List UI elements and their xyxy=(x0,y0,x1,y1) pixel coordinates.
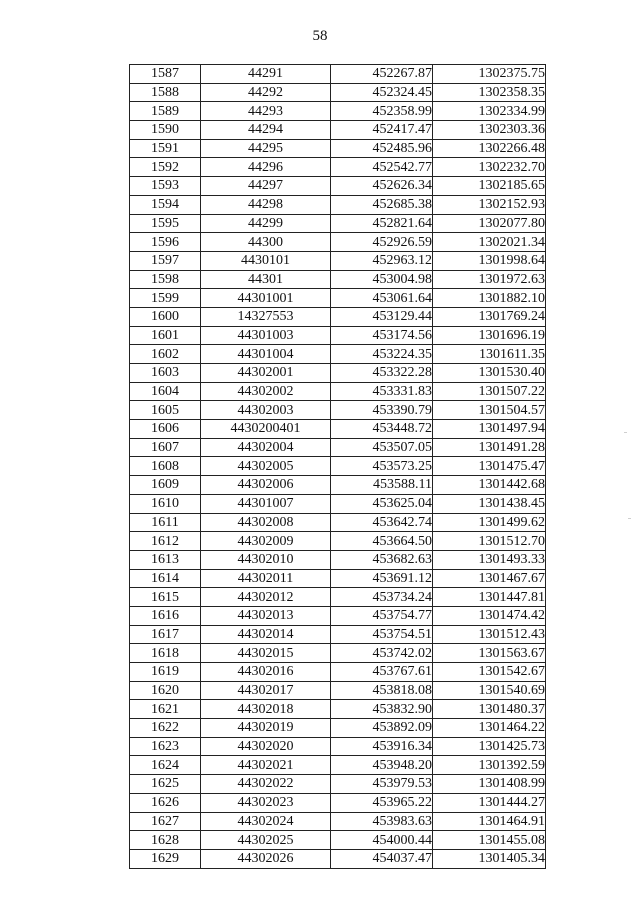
row-number-cell: 1592 xyxy=(130,158,201,177)
y-coordinate-cell: 1301611.35 xyxy=(433,345,546,364)
x-coordinate-cell: 453979.53 xyxy=(331,775,433,794)
point-id-cell: 44302008 xyxy=(201,513,331,532)
x-coordinate-cell: 452267.87 xyxy=(331,65,433,84)
x-coordinate-cell: 453742.02 xyxy=(331,644,433,663)
x-coordinate-cell: 453818.08 xyxy=(331,681,433,700)
point-id-cell: 44302003 xyxy=(201,401,331,420)
y-coordinate-cell: 1301480.37 xyxy=(433,700,546,719)
row-number-cell: 1617 xyxy=(130,625,201,644)
table-row xyxy=(130,102,546,121)
x-coordinate-cell: 453507.05 xyxy=(331,438,433,457)
x-coordinate-cell: 453642.74 xyxy=(331,513,433,532)
table-row xyxy=(130,177,546,196)
y-coordinate-cell: 1301392.59 xyxy=(433,756,546,775)
row-number-cell: 1593 xyxy=(130,177,201,196)
y-coordinate-cell: 1301530.40 xyxy=(433,364,546,383)
row-number-cell: 1606 xyxy=(130,420,201,439)
row-number-cell: 1622 xyxy=(130,719,201,738)
row-number-cell: 1627 xyxy=(130,812,201,831)
row-number-cell: 1589 xyxy=(130,102,201,121)
point-id-cell: 44302014 xyxy=(201,625,331,644)
row-number-cell: 1597 xyxy=(130,251,201,270)
x-coordinate-cell: 452324.45 xyxy=(331,83,433,102)
point-id-cell: 44302002 xyxy=(201,382,331,401)
point-id-cell: 44302006 xyxy=(201,476,331,495)
x-coordinate-cell: 453916.34 xyxy=(331,737,433,756)
page-number: 58 xyxy=(312,28,328,44)
x-coordinate-cell: 453331.83 xyxy=(331,382,433,401)
x-coordinate-cell: 453965.22 xyxy=(331,793,433,812)
x-coordinate-cell: 453224.35 xyxy=(331,345,433,364)
table-row xyxy=(130,793,546,812)
x-coordinate-cell: 453892.09 xyxy=(331,719,433,738)
table-row xyxy=(130,831,546,850)
y-coordinate-cell: 1301882.10 xyxy=(433,289,546,308)
point-id-cell: 44300 xyxy=(201,233,331,252)
coordinates-table xyxy=(129,64,546,869)
table-row xyxy=(130,812,546,831)
y-coordinate-cell: 1301491.28 xyxy=(433,438,546,457)
x-coordinate-cell: 452542.77 xyxy=(331,158,433,177)
point-id-cell: 44302009 xyxy=(201,532,331,551)
table-row xyxy=(130,476,546,495)
row-number-cell: 1624 xyxy=(130,756,201,775)
scan-mark xyxy=(628,518,631,519)
x-coordinate-cell: 453390.79 xyxy=(331,401,433,420)
row-number-cell: 1609 xyxy=(130,476,201,495)
table-row xyxy=(130,401,546,420)
y-coordinate-cell: 1302185.65 xyxy=(433,177,546,196)
point-id-cell: 44302005 xyxy=(201,457,331,476)
row-number-cell: 1629 xyxy=(130,849,201,868)
row-number-cell: 1626 xyxy=(130,793,201,812)
x-coordinate-cell: 452926.59 xyxy=(331,233,433,252)
x-coordinate-cell: 453767.61 xyxy=(331,663,433,682)
row-number-cell: 1588 xyxy=(130,83,201,102)
y-coordinate-cell: 1302375.75 xyxy=(433,65,546,84)
table-row xyxy=(130,65,546,84)
row-number-cell: 1625 xyxy=(130,775,201,794)
row-number-cell: 1604 xyxy=(130,382,201,401)
x-coordinate-cell: 453983.63 xyxy=(331,812,433,831)
point-id-cell: 44295 xyxy=(201,139,331,158)
table-row xyxy=(130,663,546,682)
row-number-cell: 1607 xyxy=(130,438,201,457)
y-coordinate-cell: 1301542.67 xyxy=(433,663,546,682)
point-id-cell: 44299 xyxy=(201,214,331,233)
table-row xyxy=(130,532,546,551)
y-coordinate-cell: 1301493.33 xyxy=(433,550,546,569)
point-id-cell: 44294 xyxy=(201,121,331,140)
table-row xyxy=(130,681,546,700)
x-coordinate-cell: 453691.12 xyxy=(331,569,433,588)
row-number-cell: 1587 xyxy=(130,65,201,84)
row-number-cell: 1618 xyxy=(130,644,201,663)
row-number-cell: 1611 xyxy=(130,513,201,532)
row-number-cell: 1613 xyxy=(130,550,201,569)
point-id-cell: 44296 xyxy=(201,158,331,177)
table-row xyxy=(130,158,546,177)
point-id-cell: 44291 xyxy=(201,65,331,84)
table-row xyxy=(130,513,546,532)
table-row xyxy=(130,457,546,476)
table-row xyxy=(130,345,546,364)
x-coordinate-cell: 453129.44 xyxy=(331,307,433,326)
y-coordinate-cell: 1302021.34 xyxy=(433,233,546,252)
y-coordinate-cell: 1301438.45 xyxy=(433,494,546,513)
point-id-cell: 14327553 xyxy=(201,307,331,326)
point-id-cell: 44302025 xyxy=(201,831,331,850)
y-coordinate-cell: 1301467.67 xyxy=(433,569,546,588)
point-id-cell: 44302010 xyxy=(201,550,331,569)
table-row xyxy=(130,289,546,308)
row-number-cell: 1601 xyxy=(130,326,201,345)
y-coordinate-cell: 1301563.67 xyxy=(433,644,546,663)
y-coordinate-cell: 1301512.70 xyxy=(433,532,546,551)
row-number-cell: 1603 xyxy=(130,364,201,383)
x-coordinate-cell: 453682.63 xyxy=(331,550,433,569)
x-coordinate-cell: 453832.90 xyxy=(331,700,433,719)
table-row xyxy=(130,214,546,233)
y-coordinate-cell: 1302303.36 xyxy=(433,121,546,140)
table-row xyxy=(130,121,546,140)
point-id-cell: 44302024 xyxy=(201,812,331,831)
row-number-cell: 1595 xyxy=(130,214,201,233)
point-id-cell: 44302011 xyxy=(201,569,331,588)
row-number-cell: 1623 xyxy=(130,737,201,756)
point-id-cell: 44302021 xyxy=(201,756,331,775)
point-id-cell: 4430200401 xyxy=(201,420,331,439)
x-coordinate-cell: 454000.44 xyxy=(331,831,433,850)
point-id-cell: 44302019 xyxy=(201,719,331,738)
y-coordinate-cell: 1302334.99 xyxy=(433,102,546,121)
row-number-cell: 1599 xyxy=(130,289,201,308)
x-coordinate-cell: 452626.34 xyxy=(331,177,433,196)
x-coordinate-cell: 452417.47 xyxy=(331,121,433,140)
table-row xyxy=(130,270,546,289)
point-id-cell: 44302018 xyxy=(201,700,331,719)
row-number-cell: 1598 xyxy=(130,270,201,289)
y-coordinate-cell: 1301540.69 xyxy=(433,681,546,700)
row-number-cell: 1608 xyxy=(130,457,201,476)
y-coordinate-cell: 1301696.19 xyxy=(433,326,546,345)
table-row xyxy=(130,700,546,719)
x-coordinate-cell: 452963.12 xyxy=(331,251,433,270)
point-id-cell: 44298 xyxy=(201,195,331,214)
x-coordinate-cell: 452358.99 xyxy=(331,102,433,121)
table-row xyxy=(130,588,546,607)
y-coordinate-cell: 1301998.64 xyxy=(433,251,546,270)
point-id-cell: 44301 xyxy=(201,270,331,289)
table-row xyxy=(130,438,546,457)
row-number-cell: 1596 xyxy=(130,233,201,252)
y-coordinate-cell: 1301504.57 xyxy=(433,401,546,420)
point-id-cell: 44297 xyxy=(201,177,331,196)
point-id-cell: 44301001 xyxy=(201,289,331,308)
point-id-cell: 44302020 xyxy=(201,737,331,756)
table-row xyxy=(130,550,546,569)
table-row xyxy=(130,139,546,158)
point-id-cell: 44302012 xyxy=(201,588,331,607)
point-id-cell: 44302013 xyxy=(201,606,331,625)
y-coordinate-cell: 1301497.94 xyxy=(433,420,546,439)
scan-mark xyxy=(624,432,627,433)
point-id-cell: 44302016 xyxy=(201,663,331,682)
row-number-cell: 1615 xyxy=(130,588,201,607)
point-id-cell: 44302017 xyxy=(201,681,331,700)
table-row xyxy=(130,233,546,252)
x-coordinate-cell: 453625.04 xyxy=(331,494,433,513)
table-row xyxy=(130,83,546,102)
x-coordinate-cell: 453004.98 xyxy=(331,270,433,289)
x-coordinate-cell: 453734.24 xyxy=(331,588,433,607)
x-coordinate-cell: 453754.77 xyxy=(331,606,433,625)
x-coordinate-cell: 452685.38 xyxy=(331,195,433,214)
point-id-cell: 44301004 xyxy=(201,345,331,364)
y-coordinate-cell: 1301499.62 xyxy=(433,513,546,532)
y-coordinate-cell: 1302358.35 xyxy=(433,83,546,102)
y-coordinate-cell: 1301464.91 xyxy=(433,812,546,831)
point-id-cell: 44301007 xyxy=(201,494,331,513)
point-id-cell: 44302026 xyxy=(201,849,331,868)
y-coordinate-cell: 1301405.34 xyxy=(433,849,546,868)
y-coordinate-cell: 1301475.47 xyxy=(433,457,546,476)
row-number-cell: 1620 xyxy=(130,681,201,700)
row-number-cell: 1619 xyxy=(130,663,201,682)
table-row xyxy=(130,494,546,513)
table-row xyxy=(130,606,546,625)
x-coordinate-cell: 452821.64 xyxy=(331,214,433,233)
point-id-cell: 44292 xyxy=(201,83,331,102)
y-coordinate-cell: 1302077.80 xyxy=(433,214,546,233)
point-id-cell: 44301003 xyxy=(201,326,331,345)
y-coordinate-cell: 1302232.70 xyxy=(433,158,546,177)
x-coordinate-cell: 453322.28 xyxy=(331,364,433,383)
table-row xyxy=(130,195,546,214)
y-coordinate-cell: 1301512.43 xyxy=(433,625,546,644)
y-coordinate-cell: 1301972.63 xyxy=(433,270,546,289)
x-coordinate-cell: 454037.47 xyxy=(331,849,433,868)
row-number-cell: 1602 xyxy=(130,345,201,364)
table-row xyxy=(130,364,546,383)
y-coordinate-cell: 1301442.68 xyxy=(433,476,546,495)
row-number-cell: 1594 xyxy=(130,195,201,214)
y-coordinate-cell: 1301464.22 xyxy=(433,719,546,738)
x-coordinate-cell: 453573.25 xyxy=(331,457,433,476)
row-number-cell: 1616 xyxy=(130,606,201,625)
row-number-cell: 1628 xyxy=(130,831,201,850)
row-number-cell: 1612 xyxy=(130,532,201,551)
row-number-cell: 1605 xyxy=(130,401,201,420)
table-row xyxy=(130,644,546,663)
table-row xyxy=(130,251,546,270)
table-row xyxy=(130,307,546,326)
y-coordinate-cell: 1301425.73 xyxy=(433,737,546,756)
x-coordinate-cell: 452485.96 xyxy=(331,139,433,158)
y-coordinate-cell: 1302266.48 xyxy=(433,139,546,158)
x-coordinate-cell: 453174.56 xyxy=(331,326,433,345)
row-number-cell: 1591 xyxy=(130,139,201,158)
table-row xyxy=(130,569,546,588)
point-id-cell: 44302004 xyxy=(201,438,331,457)
table-row xyxy=(130,737,546,756)
y-coordinate-cell: 1301507.22 xyxy=(433,382,546,401)
x-coordinate-cell: 453448.72 xyxy=(331,420,433,439)
table-row xyxy=(130,420,546,439)
coordinates-table-body xyxy=(130,65,546,869)
row-number-cell: 1610 xyxy=(130,494,201,513)
table-row xyxy=(130,756,546,775)
row-number-cell: 1614 xyxy=(130,569,201,588)
point-id-cell: 44302022 xyxy=(201,775,331,794)
y-coordinate-cell: 1301769.24 xyxy=(433,307,546,326)
table-row xyxy=(130,326,546,345)
y-coordinate-cell: 1301447.81 xyxy=(433,588,546,607)
y-coordinate-cell: 1301444.27 xyxy=(433,793,546,812)
table-row xyxy=(130,719,546,738)
x-coordinate-cell: 453754.51 xyxy=(331,625,433,644)
x-coordinate-cell: 453588.11 xyxy=(331,476,433,495)
table-row xyxy=(130,382,546,401)
row-number-cell: 1590 xyxy=(130,121,201,140)
point-id-cell: 44302023 xyxy=(201,793,331,812)
x-coordinate-cell: 453061.64 xyxy=(331,289,433,308)
table-row xyxy=(130,775,546,794)
point-id-cell: 44302001 xyxy=(201,364,331,383)
y-coordinate-cell: 1301474.42 xyxy=(433,606,546,625)
row-number-cell: 1600 xyxy=(130,307,201,326)
point-id-cell: 44302015 xyxy=(201,644,331,663)
x-coordinate-cell: 453948.20 xyxy=(331,756,433,775)
row-number-cell: 1621 xyxy=(130,700,201,719)
point-id-cell: 44293 xyxy=(201,102,331,121)
x-coordinate-cell: 453664.50 xyxy=(331,532,433,551)
y-coordinate-cell: 1301408.99 xyxy=(433,775,546,794)
table-row xyxy=(130,625,546,644)
y-coordinate-cell: 1302152.93 xyxy=(433,195,546,214)
table-row xyxy=(130,849,546,868)
y-coordinate-cell: 1301455.08 xyxy=(433,831,546,850)
point-id-cell: 4430101 xyxy=(201,251,331,270)
